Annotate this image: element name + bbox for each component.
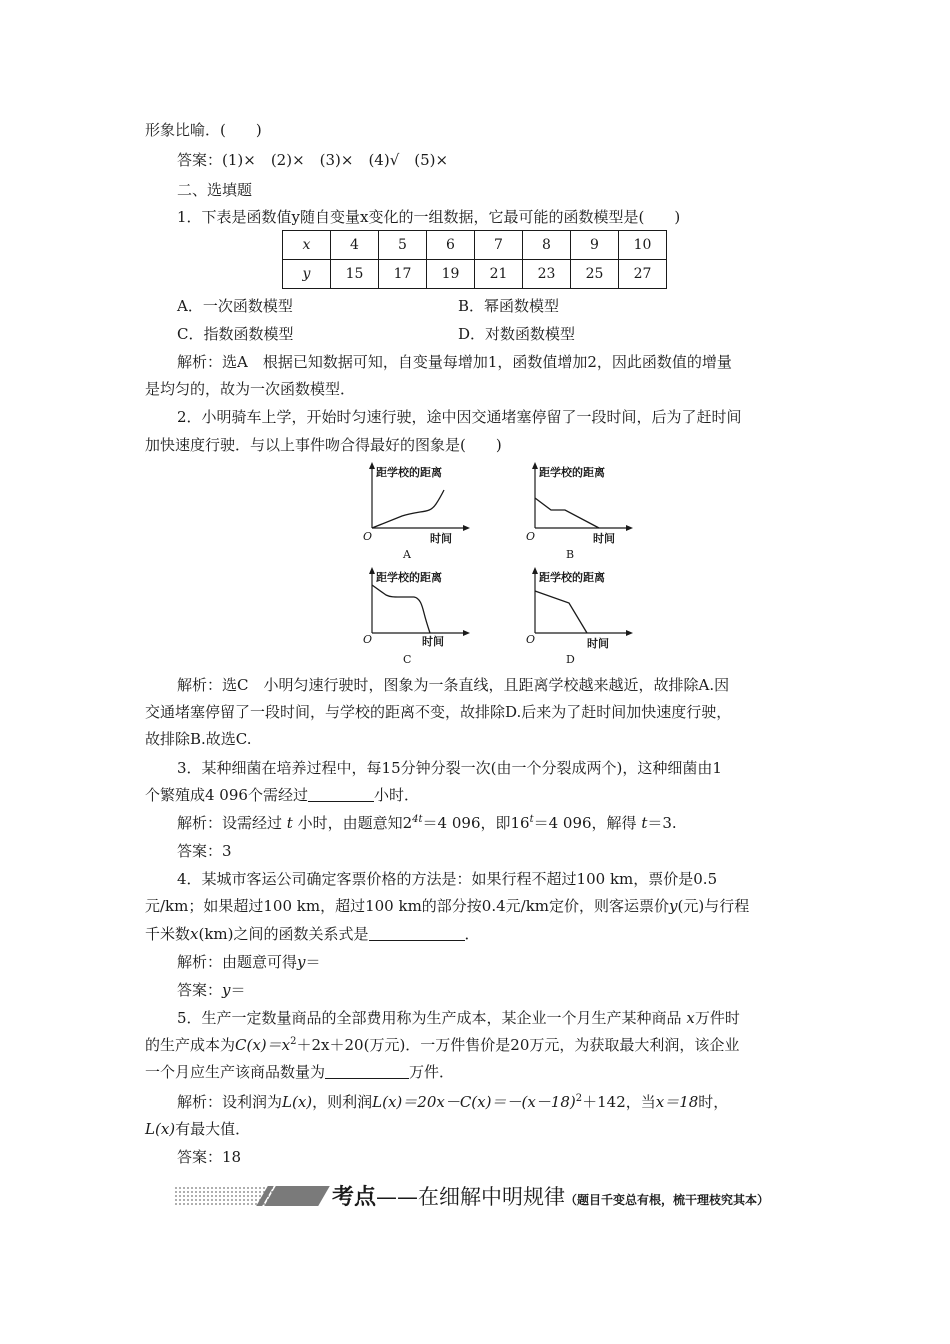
text-span: ＝3. [647, 814, 677, 832]
solution-line [177, 813, 677, 833]
origin-label: O [526, 633, 536, 646]
y-axis-label: 距学校的距离 [376, 571, 442, 584]
table-cell: 8 [523, 231, 571, 260]
text-span: 小时，由题意知2 [297, 814, 413, 832]
table-cell: 7 [475, 231, 523, 260]
option-d: D．对数函数模型 [458, 325, 576, 343]
exponent: 4t [412, 814, 423, 825]
table-row [283, 260, 667, 289]
data-table [282, 230, 667, 289]
table-cell: 9 [571, 231, 619, 260]
origin-label: O [363, 633, 373, 646]
text-span: (元)与行程 [677, 897, 750, 915]
math-var: t [641, 814, 648, 832]
y-axis-label: 距学校的距离 [539, 571, 605, 584]
solution-line: 交通堵塞停留了一段时间，与学校的距离不变，故排除D.后来为了赶时间加快速度行驶， [145, 703, 732, 721]
answer-blank [325, 1064, 409, 1079]
text-span: 解析：由题意可得 [177, 953, 298, 971]
solution-line: 故排除B.故选C. [145, 730, 252, 748]
x-axis-label: 时间 [587, 637, 609, 650]
math-var: y [669, 897, 678, 915]
table-cell: 27 [619, 260, 667, 289]
table-cell: 6 [427, 231, 475, 260]
text-span: ＋2x＋20(万元)．一万件售价是20万元，为获取最大利润，该企业 [296, 1036, 740, 1054]
graph-label: D [566, 653, 575, 666]
solution-line: 解析：选C 小明匀速行驶时，图象为一条直线，且距离学校越来越近，故排除A.因 [177, 676, 730, 694]
math-expr: L(x) [145, 1120, 176, 1138]
text-span: 解析：设需经过 [177, 814, 283, 832]
option-a: A．一次函数模型 [177, 297, 293, 315]
exponent: 2 [575, 1093, 583, 1104]
y-axis-label: 距学校的距离 [376, 466, 442, 479]
solution-line [145, 1119, 250, 1139]
option-b: B．幂函数模型 [458, 297, 560, 315]
math-var: y [222, 981, 231, 999]
banner-dash: —— [376, 1185, 419, 1209]
text-span: ＝4 096，即16 [422, 814, 530, 832]
math-expr: x＝18 [655, 1093, 699, 1111]
question-5-cont [145, 1035, 739, 1055]
table-cell: 21 [475, 260, 523, 289]
text-span: 解析：设利润为 [177, 1093, 283, 1111]
text-span: 有最大值． [175, 1120, 251, 1138]
question-4-cont [145, 924, 480, 944]
graph-label: C [403, 653, 412, 666]
text-span: (km)之间的函数关系式是 [198, 925, 369, 943]
text-span: ＋142，当 [582, 1093, 656, 1111]
math-var: x [190, 925, 199, 943]
text-span: ，则利润 [312, 1093, 373, 1111]
table-cell: 17 [379, 260, 427, 289]
text-span: 个繁殖成4 096个需经过 [145, 786, 308, 804]
option-c: C．指数函数模型 [177, 325, 294, 343]
question-4: 4．某城市客运公司确定客票价格的方法是：如果行程不超过100 km，票价是0.5 [177, 870, 718, 888]
solution-line: 解析：选A 根据已知数据可知，自变量每增加1，函数值增加2，因此函数值的增量 [177, 353, 732, 371]
answer-line: 答案：3 [177, 842, 232, 860]
text-span: ． [464, 925, 480, 943]
math-var: y [297, 953, 306, 971]
solution-line [177, 952, 321, 972]
question-1: 1．下表是函数值y随自变量x变化的一组数据，它最可能的函数模型是( ) [177, 208, 681, 226]
table-header-cell: y [283, 260, 331, 289]
table-cell: 5 [379, 231, 427, 260]
question-5-cont [145, 1062, 454, 1082]
question-5 [177, 1008, 740, 1028]
answer-blank [308, 787, 374, 802]
origin-label: O [363, 530, 373, 543]
text-span: ＝4 096，解得 [533, 814, 637, 832]
math-expr: L(x)＝20x－C(x)＝－(x－18) [372, 1093, 576, 1111]
graph-d [521, 565, 641, 669]
banner-keyword: 考点 [332, 1185, 377, 1210]
answer-line: 答案：(1)× (2)× (3)× (4)√ (5)× [177, 151, 449, 169]
table-header-cell: x [283, 231, 331, 260]
section-banner [174, 1178, 794, 1214]
text-span: 千米数 [145, 925, 191, 943]
text-span: ＝ [305, 953, 321, 971]
graph-c [358, 565, 478, 669]
y-axis-label: 距学校的距离 [539, 466, 605, 479]
graph-label: B [566, 548, 575, 560]
origin-label: O [526, 530, 536, 543]
question-2-cont: 加快速度行驶．与以上事件吻合得最好的图象是( ) [145, 436, 502, 454]
table-cell: 19 [427, 260, 475, 289]
text-span: ＝ [230, 981, 246, 999]
text-span: 一个月应生产该商品数量为 [145, 1063, 326, 1081]
answer-line: 答案：18 [177, 1148, 242, 1166]
text-span: 万件时 [694, 1009, 740, 1027]
text-span: 答案： [177, 981, 223, 999]
question-4-cont [145, 896, 749, 916]
answer-blank [369, 926, 465, 941]
question-3-cont [145, 785, 419, 805]
text-line: 形象比喻．( ) [145, 121, 262, 139]
text-span: 万件． [409, 1063, 455, 1081]
table-cell: 25 [571, 260, 619, 289]
x-axis-label: 时间 [593, 532, 615, 545]
banner-title [332, 1180, 769, 1211]
answer-line [177, 980, 246, 1000]
math-var: x [686, 1009, 695, 1027]
text-span: 元/km；如果超过100 km，超过100 km的部分按0.4元/km定价，则客运票价 [145, 897, 670, 915]
text-span: 5．生产一定数量商品的全部费用称为生产成本，某企业一个月生产某种商品 [177, 1009, 682, 1027]
banner-note: （题目千变总有根，梳干理枝究其本） [565, 1193, 770, 1207]
graph-label: A [403, 548, 411, 560]
text-span: 的生产成本为 [145, 1036, 236, 1054]
graph-b [521, 460, 641, 560]
solution-line: 是均匀的，故为一次函数模型． [145, 380, 356, 398]
math-expr: L(x) [282, 1093, 313, 1111]
section-heading: 二、选填题 [177, 181, 253, 199]
question-3: 3．某种细菌在培养过程中，每15分钟分裂一次(由一个分裂成两个)，这种细菌由1 [177, 759, 722, 777]
table-row [283, 231, 667, 260]
exponent: t [529, 814, 534, 825]
x-axis-label: 时间 [422, 635, 444, 648]
table-cell: 10 [619, 231, 667, 260]
text-span: 时， [698, 1093, 729, 1111]
math-var: t [286, 814, 293, 832]
text-span: 小时． [373, 786, 419, 804]
graph-a [358, 460, 478, 560]
math-expr: C(x)＝x [235, 1036, 291, 1054]
solution-line [177, 1092, 728, 1112]
banner-bar [264, 1186, 330, 1206]
exponent: 2 [290, 1036, 297, 1047]
banner-subtitle: 在细解中明规律 [418, 1185, 566, 1209]
table-cell: 15 [331, 260, 379, 289]
x-axis-label: 时间 [430, 532, 452, 545]
table-cell: 23 [523, 260, 571, 289]
question-2: 2．小明骑车上学，开始时匀速行驶，途中因交通堵塞停留了一段时间，后为了赶时间 [177, 408, 742, 426]
table-cell: 4 [331, 231, 379, 260]
